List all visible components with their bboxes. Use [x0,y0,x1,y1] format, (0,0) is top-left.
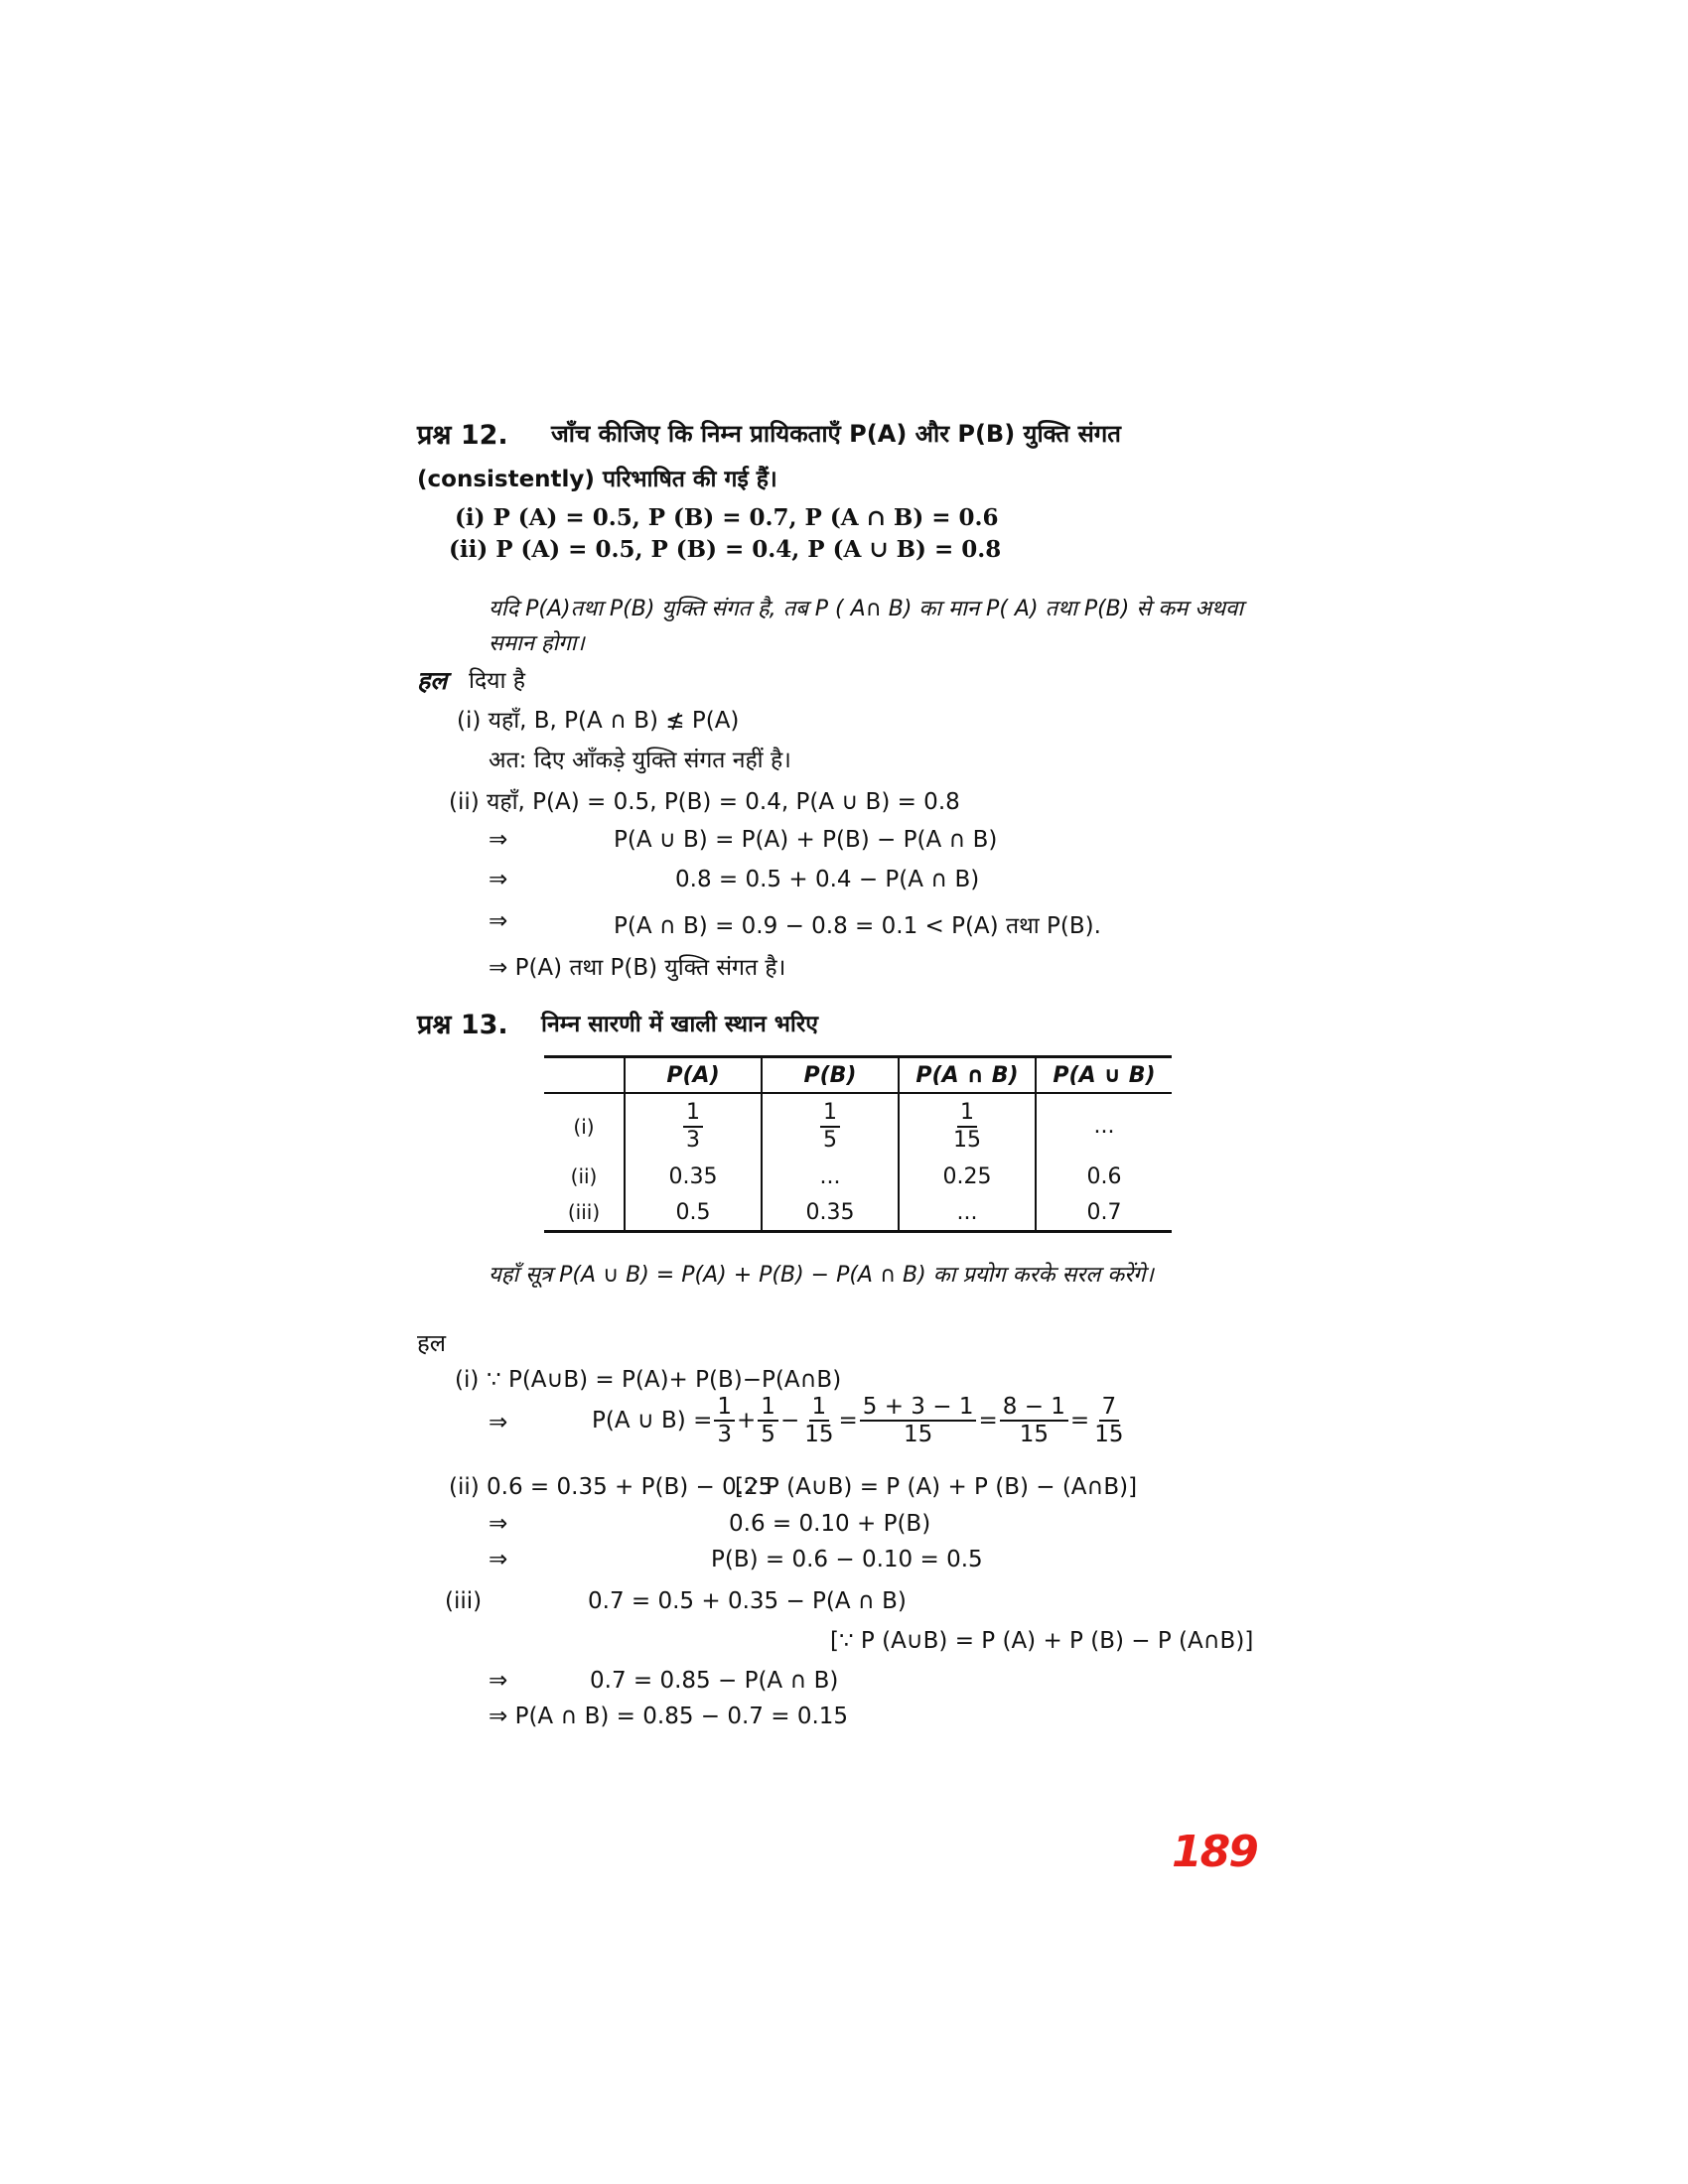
minus-sign: − [779,1408,800,1434]
q12-hint-line2: समान होगा। [489,631,585,656]
sol13-label: हल [417,1329,447,1357]
sol12-ii-eq2: 0.8 = 0.5 + 0.4 − P(A ∩ B) [675,867,980,892]
q13-hint: यहाँ सूत्र P(A ∪ B) = P(A) + P(B) − P(A ∩ B) का प्रयोग करके सरल करेंगे। [489,1263,1154,1288]
fraction [820,1100,840,1153]
q13-label: प्रश्न 13. [417,1010,508,1040]
numerator: 1 [758,1394,778,1422]
arrow-icon: ⇒ [489,1410,508,1435]
table-row [544,1093,1172,1159]
sol13-ii-eq3: P(B) = 0.6 − 0.10 = 0.5 [711,1547,983,1572]
q12-label: प्रश्न 12. [417,420,508,451]
numerator: 1 [820,1100,840,1127]
sol13-iii-reason: [∵ P (A∪B) = P (A) + P (B) − P (A∩B)] [830,1628,1254,1654]
row-label: (iii) [544,1194,625,1232]
numerator: 1 [957,1100,977,1127]
denominator: 15 [903,1422,933,1448]
denominator: 15 [804,1422,834,1448]
table-header-cell: P(A ∩ B) [899,1057,1036,1094]
arrow-icon: ⇒ [489,827,508,853]
page-number: 189 [1172,1827,1257,1877]
table-cell: ... [1093,1114,1115,1139]
arrow-icon: ⇒ [489,1547,508,1572]
q12-part-i: (i) P (A) = 0.5, P (B) = 0.7, P (A ∩ B) = 0.6 [455,504,999,531]
sol13-iii-eq3: ⇒ P(A ∩ B) = 0.85 − 0.7 = 0.15 [489,1704,849,1729]
numerator: 5 + 3 − 1 [860,1394,977,1422]
sol13-ii-reason: [∵ P (A∪B) = P (A) + P (B) − (A∩B)] [735,1474,1138,1500]
sol13-ii-line1: (ii) 0.6 = 0.35 + P(B) − 0.25 [449,1474,774,1500]
numerator: 7 [1099,1394,1120,1422]
table-cell: 0.35 [625,1159,762,1194]
arrow-icon: ⇒ [489,1668,508,1694]
table-header-row [544,1057,1172,1094]
table-row [544,1159,1172,1194]
sol12-i-line2: अत: दिए आँकड़े युक्ति संगत नहीं है। [489,748,791,773]
fraction [683,1100,703,1153]
fraction [1091,1394,1126,1448]
q12-part-ii: (ii) P (A) = 0.5, P (B) = 0.4, P (A ∪ B) = 0.8 [449,536,1002,563]
arrow-icon: ⇒ [489,908,508,934]
sol12-given: दिया है [469,668,525,694]
equals-sign: = [978,1408,998,1434]
denominator: 3 [717,1422,733,1448]
denominator: 5 [761,1422,775,1448]
table-cell: 0.35 [762,1194,899,1232]
arrow-icon: ⇒ [489,1511,508,1537]
table-cell: 0.5 [625,1194,762,1232]
numerator: 8 − 1 [1000,1394,1068,1422]
denominator: 15 [953,1127,981,1153]
q12-text-line2: (consistently) परिभाषित की गई हैं। [417,467,777,492]
fraction [950,1100,984,1153]
table-cell: 0.6 [1086,1163,1122,1189]
fraction [860,1394,977,1448]
sol13-i-eq2 [592,1394,1128,1448]
sol12-ii-conclusion: ⇒ P(A) तथा P(B) युक्ति संगत है। [489,955,786,981]
sol13-iii-eq1: 0.7 = 0.5 + 0.35 − P(A ∩ B) [588,1588,907,1614]
denominator: 15 [1094,1422,1124,1448]
denominator: 3 [686,1127,700,1153]
table-cell: ... [762,1159,899,1194]
table-cell [762,1093,899,1159]
fraction [714,1394,735,1448]
table-cell: 0.25 [899,1159,1036,1194]
table-header-cell: P(A) [625,1057,762,1094]
sol12-label: हल [417,666,448,695]
q13-text: निम्न सारणी में खाली स्थान भरिए [541,1012,819,1037]
table-cell: ... [899,1194,1036,1232]
table-header-cell [544,1057,625,1094]
denominator: 5 [823,1127,837,1153]
table-header-cell: P(B) [762,1057,899,1094]
sol13-iii-eq2: 0.7 = 0.85 − P(A ∩ B) [590,1668,839,1694]
sol13-i-eq1: ∵ P(A∪B) = P(A)+ P(B)−P(A∩B) [487,1367,842,1393]
fraction [758,1394,778,1448]
row-label: (i) [544,1093,625,1159]
arrow-icon: ⇒ [489,867,508,892]
table-row [544,1194,1172,1232]
probability-table [544,1055,1172,1233]
sol13-ii-eq2: 0.6 = 0.10 + P(B) [729,1511,931,1537]
q12-text-line1: जाँच कीजिए कि निम्न प्रायिकताएँ P(A) और P(B) युक्ति संगत [551,420,1121,448]
table-cell: 0.7 [1036,1194,1172,1232]
sol12-i-line1: (i) यहाँ, B, P(A ∩ B) ≰ P(A) [457,708,740,734]
sol12-ii-line1: (ii) यहाँ, P(A) = 0.5, P(B) = 0.4, P(A ∪ B) = 0.8 [449,789,960,815]
table-header-cell: P(A ∪ B) [1036,1057,1172,1094]
fraction [801,1394,836,1448]
eq2-lhs: P(A ∪ B) = [592,1408,713,1434]
plus-sign: + [737,1408,757,1434]
sol12-ii-eq1: P(A ∪ B) = P(A) + P(B) − P(A ∩ B) [614,827,998,853]
table-cell [625,1093,762,1159]
equals-sign: = [1069,1408,1090,1434]
equals-sign: = [838,1408,858,1434]
q12-hint-line1: यदि P(A)तथा P(B) युक्ति संगत है, तब P ( A∩ B) का मान P( A) तथा P(B) से कम अथवा [489,597,1244,621]
sol12-ii-eq3: P(A ∩ B) = 0.9 − 0.8 = 0.1 < P(A) तथा P(B). [614,913,1101,939]
table-cell [899,1093,1036,1159]
sol13-iii-label: (iii) [445,1588,483,1614]
row-label: (ii) [544,1159,625,1194]
denominator: 15 [1019,1422,1049,1448]
numerator: 1 [809,1394,830,1422]
numerator: 1 [714,1394,735,1422]
fraction [1000,1394,1068,1448]
sol13-i-label: (i) [455,1367,480,1393]
numerator: 1 [683,1100,703,1127]
